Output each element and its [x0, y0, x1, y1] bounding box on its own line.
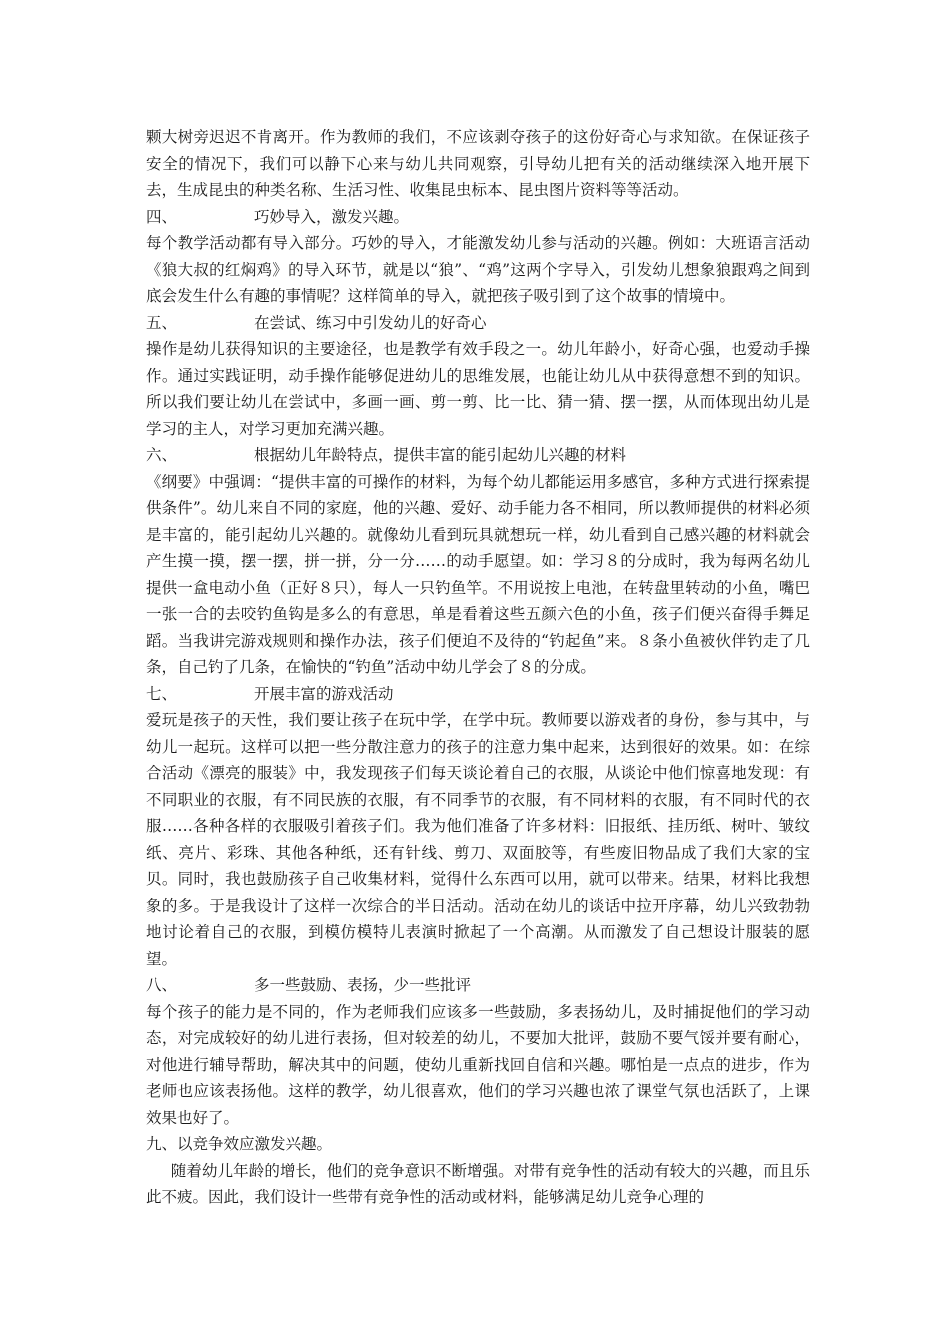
section-title: 开展丰富的游戏活动	[254, 684, 394, 703]
section-heading-9: 九、以竞争效应激发兴趣。	[146, 1135, 333, 1153]
section-body-9: 随着幼儿年龄的增长，他们的竞争意识不断增强。对带有竞争性的活动有较大的兴趣，而且乐此不疲。因此，我们设计一些带有竞争性的活动或材料，能够满足幼儿竞争心理的	[146, 1161, 810, 1206]
section-number: 四、	[146, 207, 178, 226]
section-title: 在尝试、练习中引发幼儿的好奇心	[254, 313, 487, 332]
section-body-7: 爱玩是孩子的天性，我们要让孩子在玩中学，在学中玩。教师要以游戏者的身份，参与其中，与幼儿一起玩。这样可以把一些分散注意力的孩子的注意力集中起来，达到很好的效果。如：在综合活动《漂亮的服装》中，我发现孩子们每天谈论着自己的衣服，从谈论中他们惊喜地发现：有不同职业的衣服，有不同民族的衣服，有不同季节的衣服，有不同材料的衣服，有不同时代的衣服……各种各样的衣服吸引着孩子们。我为他们准备了许多材料：旧报纸、挂历纸、树叶、皱纹纸、亮片、彩珠、其他各种纸，还有针线、剪刀、双面胶等，有些废旧物品成了我们大家的宝贝。同时，我也鼓励孩子自己收集材料，觉得什么东西可以用，就可以带来。结果，材料比我想象的多。于是我设计了这样一次综合的半日活动。活动在幼儿的谈话中拉开序幕，幼儿兴致勃勃地讨论着自己的衣服，到模仿模特儿表演时掀起了一个高潮。从而激发了自己想设计服装的愿望。	[146, 711, 810, 968]
section-number: 八、	[146, 976, 178, 994]
section-heading-5	[146, 310, 810, 337]
section-title: 巧妙导入，激发兴趣。	[254, 207, 410, 226]
section-heading-8	[146, 972, 810, 999]
section-body-8: 每个孩子的能力是不同的，作为老师我们应该多一些鼓励，多表扬幼儿，及时捕捉他们的学习动态，对完成较好的幼儿进行表扬，但对较差的幼儿，不要加大批评，鼓励不要气馁并要有耐心，对他进行辅导帮助，解决其中的问题，使幼儿重新找回自信和兴趣。哪怕是一点点的进步，作为老师也应该表扬他。这样的教学，幼儿很喜欢，他们的学习兴趣也浓了课堂气氛也活跃了，上课效果也好了。	[146, 1002, 810, 1127]
section-heading-6	[146, 442, 810, 469]
section-heading-7	[146, 681, 810, 708]
section-body-6: 《纲要》中强调：“提供丰富的可操作的材料，为每个幼儿都能运用多感官，多种方式进行探索提供条件”。幼儿来自不同的家庭，他的兴趣、爱好、动手能力各不相同，所以教师提供的材料必须是丰富的，能引起幼儿兴趣的。就像幼儿看到玩具就想玩一样，幼儿看到自己感兴趣的材料就会产生摸一摸，摆一摆，拼一拼，分一分……的动手愿望。如：学习８的分成时，我为每两名幼儿提供一盒电动小鱼（正好８只），每人一只钓鱼竿。不用说按上电池，在转盘里转动的小鱼，嘴巴一张一合的去咬钓鱼钩是多么的有意思，单是看着这些五颜六色的小鱼，孩子们便兴奋得手舞足蹈。当我讲完游戏规则和操作办法，孩子们便迫不及待的“钓起鱼”来。８条小鱼被伙伴钓走了几条，自己钓了几条，在愉快的“钓鱼”活动中幼儿学会了８的分成。	[146, 472, 810, 676]
section-number: 五、	[146, 313, 178, 332]
document-page	[146, 124, 810, 1211]
intro-paragraph: 颗大树旁迟迟不肯离开。作为教师的我们，不应该剥夺孩子的这份好奇心与求知欲。在保证孩子安全的情况下，我们可以静下心来与幼儿共同观察，引导幼儿把有关的活动继续深入地开展下去，生成昆虫的种类名称、生活习性、收集昆虫标本、昆虫图片资料等等活动。	[146, 128, 810, 199]
section-heading-4	[146, 204, 810, 231]
section-title: 根据幼儿年龄特点，提供丰富的能引起幼儿兴趣的材料	[254, 446, 627, 464]
section-title: 多一些鼓励、表扬，少一些批评	[254, 976, 472, 994]
section-body-5: 操作是幼儿获得知识的主要途径，也是教学有效手段之一。幼儿年龄小，好奇心强，也爱动手操作。通过实践证明，动手操作能够促进幼儿的思维发展，也能让幼儿从中获得意想不到的知识。所以我们要让幼儿在尝试中，多画一画、剪一剪、比一比、猜一猜、摆一摆，从而体现出幼儿是学习的主人，对学习更加充满兴趣。	[146, 340, 810, 438]
section-number: 六、	[146, 446, 178, 464]
section-body-4: 每个教学活动都有导入部分。巧妙的导入，才能激发幼儿参与活动的兴趣。例如：大班语言活动《狼大叔的红焖鸡》的导入环节，就是以“狼”、“鸡”这两个字导入，引发幼儿想象狼跟鸡之间到底会发生什么有趣的事情呢？这样简单的导入，就把孩子吸引到了这个故事的情境中。	[146, 234, 810, 305]
section-number: 七、	[146, 684, 178, 703]
